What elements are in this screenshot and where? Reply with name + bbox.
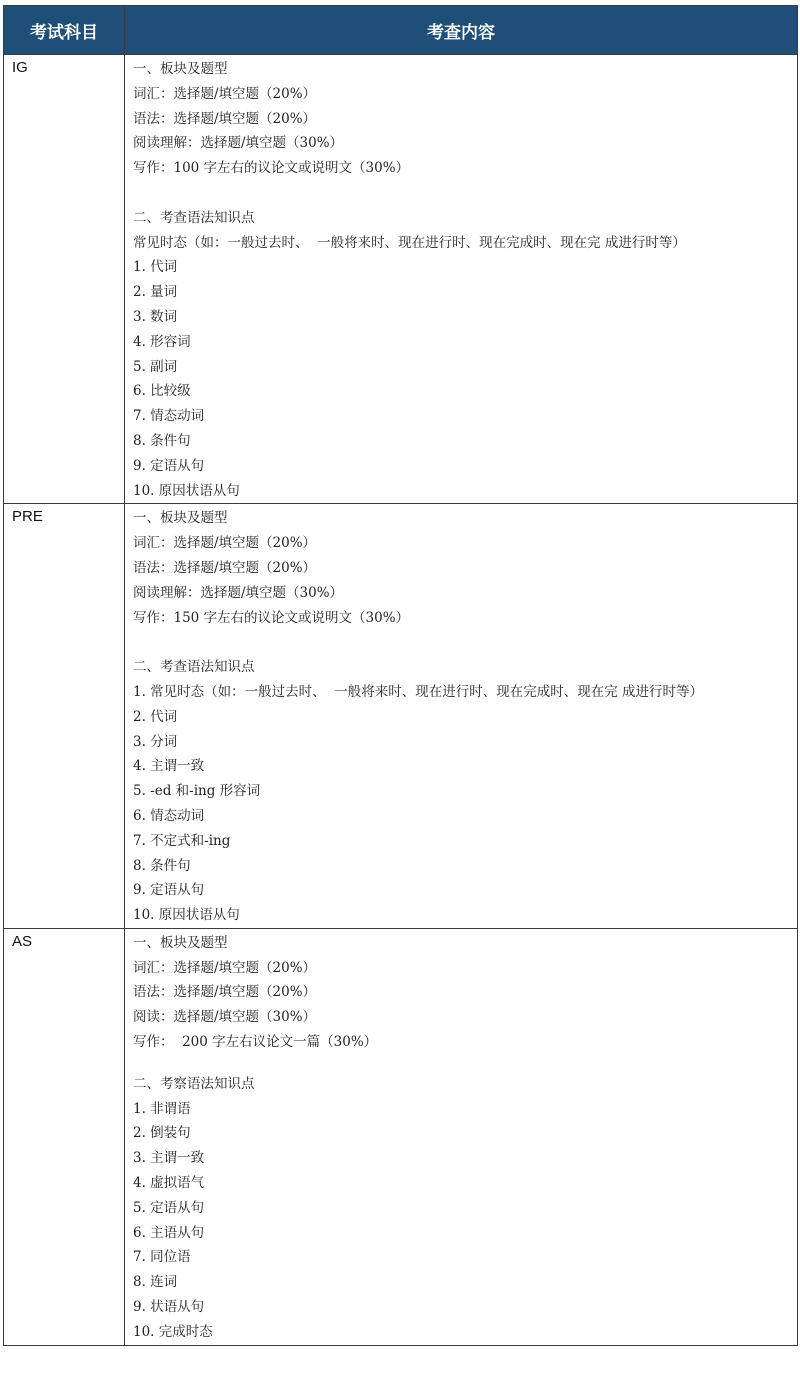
list-item: 词汇：选择题/填空题（20%） [133,959,317,976]
blank-line [133,181,789,206]
blank-line [133,630,789,655]
list-item: 6. 情态动词 [133,807,205,824]
list-item: 10. 完成时态 [133,1323,213,1340]
list-item: 9. 定语从句 [133,882,205,899]
section-title: 二、考查语法知识点 [133,209,255,226]
list-item: 4. 主谓一致 [133,758,205,775]
list-item: 8. 连词 [133,1274,178,1291]
blank-line [133,1055,789,1072]
list-item: 9. 状语从句 [133,1299,205,1316]
list-item: 7. 不定式和-ing [133,832,231,849]
list-item: 4. 形容词 [133,333,191,350]
list-item: 1. 非谓语 [133,1100,191,1117]
section-title: 一、板块及题型 [133,510,228,527]
list-item: 3. 数词 [133,308,178,325]
list-item: 10. 原因状语从句 [133,482,240,499]
list-item: 写作：150 字左右的议论文或说明文（30%） [133,609,410,626]
list-item: 语法：选择题/填空题（20%） [133,984,317,1001]
list-item: 2. 倒装句 [133,1125,191,1142]
list-item: 5. 定语从句 [133,1199,205,1216]
list-item: 3. 主谓一致 [133,1150,205,1167]
subject-cell: AS [4,928,125,1345]
table-header-row [4,6,798,55]
section-title: 一、板块及题型 [133,934,228,951]
content-cell [125,928,798,1345]
list-item: 9. 定语从句 [133,457,205,474]
list-item: 词汇：选择题/填空题（20%） [133,85,317,102]
table-row-ig [4,55,798,504]
list-item: 7. 同位语 [133,1249,191,1266]
subject-cell: IG [4,55,125,504]
list-item: 写作：100 字左右的议论文或说明文（30%） [133,160,410,177]
section-title: 二、考查语法知识点 [133,659,255,676]
list-item: 8. 条件句 [133,857,191,874]
header-subject: 考试科目 [4,6,125,55]
list-item: 6. 比较级 [133,383,191,400]
content-cell [125,55,798,504]
list-item: 1. 代词 [133,259,178,276]
list-item: 语法：选择题/填空题（20%） [133,559,317,576]
content-cell [125,504,798,929]
list-item: 写作： 200 字左右议论文一篇（30%） [133,1034,378,1051]
list-item: 7. 情态动词 [133,408,205,425]
list-item: 5. -ed 和-ing 形容词 [133,783,261,800]
list-item: 词汇：选择题/填空题（20%） [133,535,317,552]
list-item: 10. 原因状语从句 [133,907,240,924]
section-title: 一、板块及题型 [133,61,228,77]
list-item: 阅读理解：选择题/填空题（30%） [133,584,344,601]
list-item: 3. 分词 [133,733,178,750]
list-item: 阅读：选择题/填空题（30%） [133,1009,317,1026]
list-item: 4. 虚拟语气 [133,1175,205,1192]
list-item: 8. 条件句 [133,432,191,449]
list-item: 6. 主语从句 [133,1224,205,1241]
table-row-as [4,928,798,1345]
exam-content-table [3,5,798,1346]
list-item: 语法：选择题/填空题（20%） [133,110,317,127]
list-item: 2. 量词 [133,284,178,301]
subject-cell: PRE [4,504,125,929]
section-title: 二、考察语法知识点 [133,1075,255,1092]
header-content: 考查内容 [125,6,798,55]
table-row-pre [4,504,798,929]
list-item: 5. 副词 [133,358,178,375]
list-item: 阅读理解：选择题/填空题（30%） [133,135,344,152]
list-item: 常见时态（如：一般过去时、 一般将来时、现在进行时、现在完成时、现在完 成进行时等） [133,234,686,251]
list-item: 1. 常见时态（如：一般过去时、 一般将来时、现在进行时、现在完成时、现在完 成进行时等） [133,683,704,700]
list-item: 2. 代词 [133,708,178,725]
